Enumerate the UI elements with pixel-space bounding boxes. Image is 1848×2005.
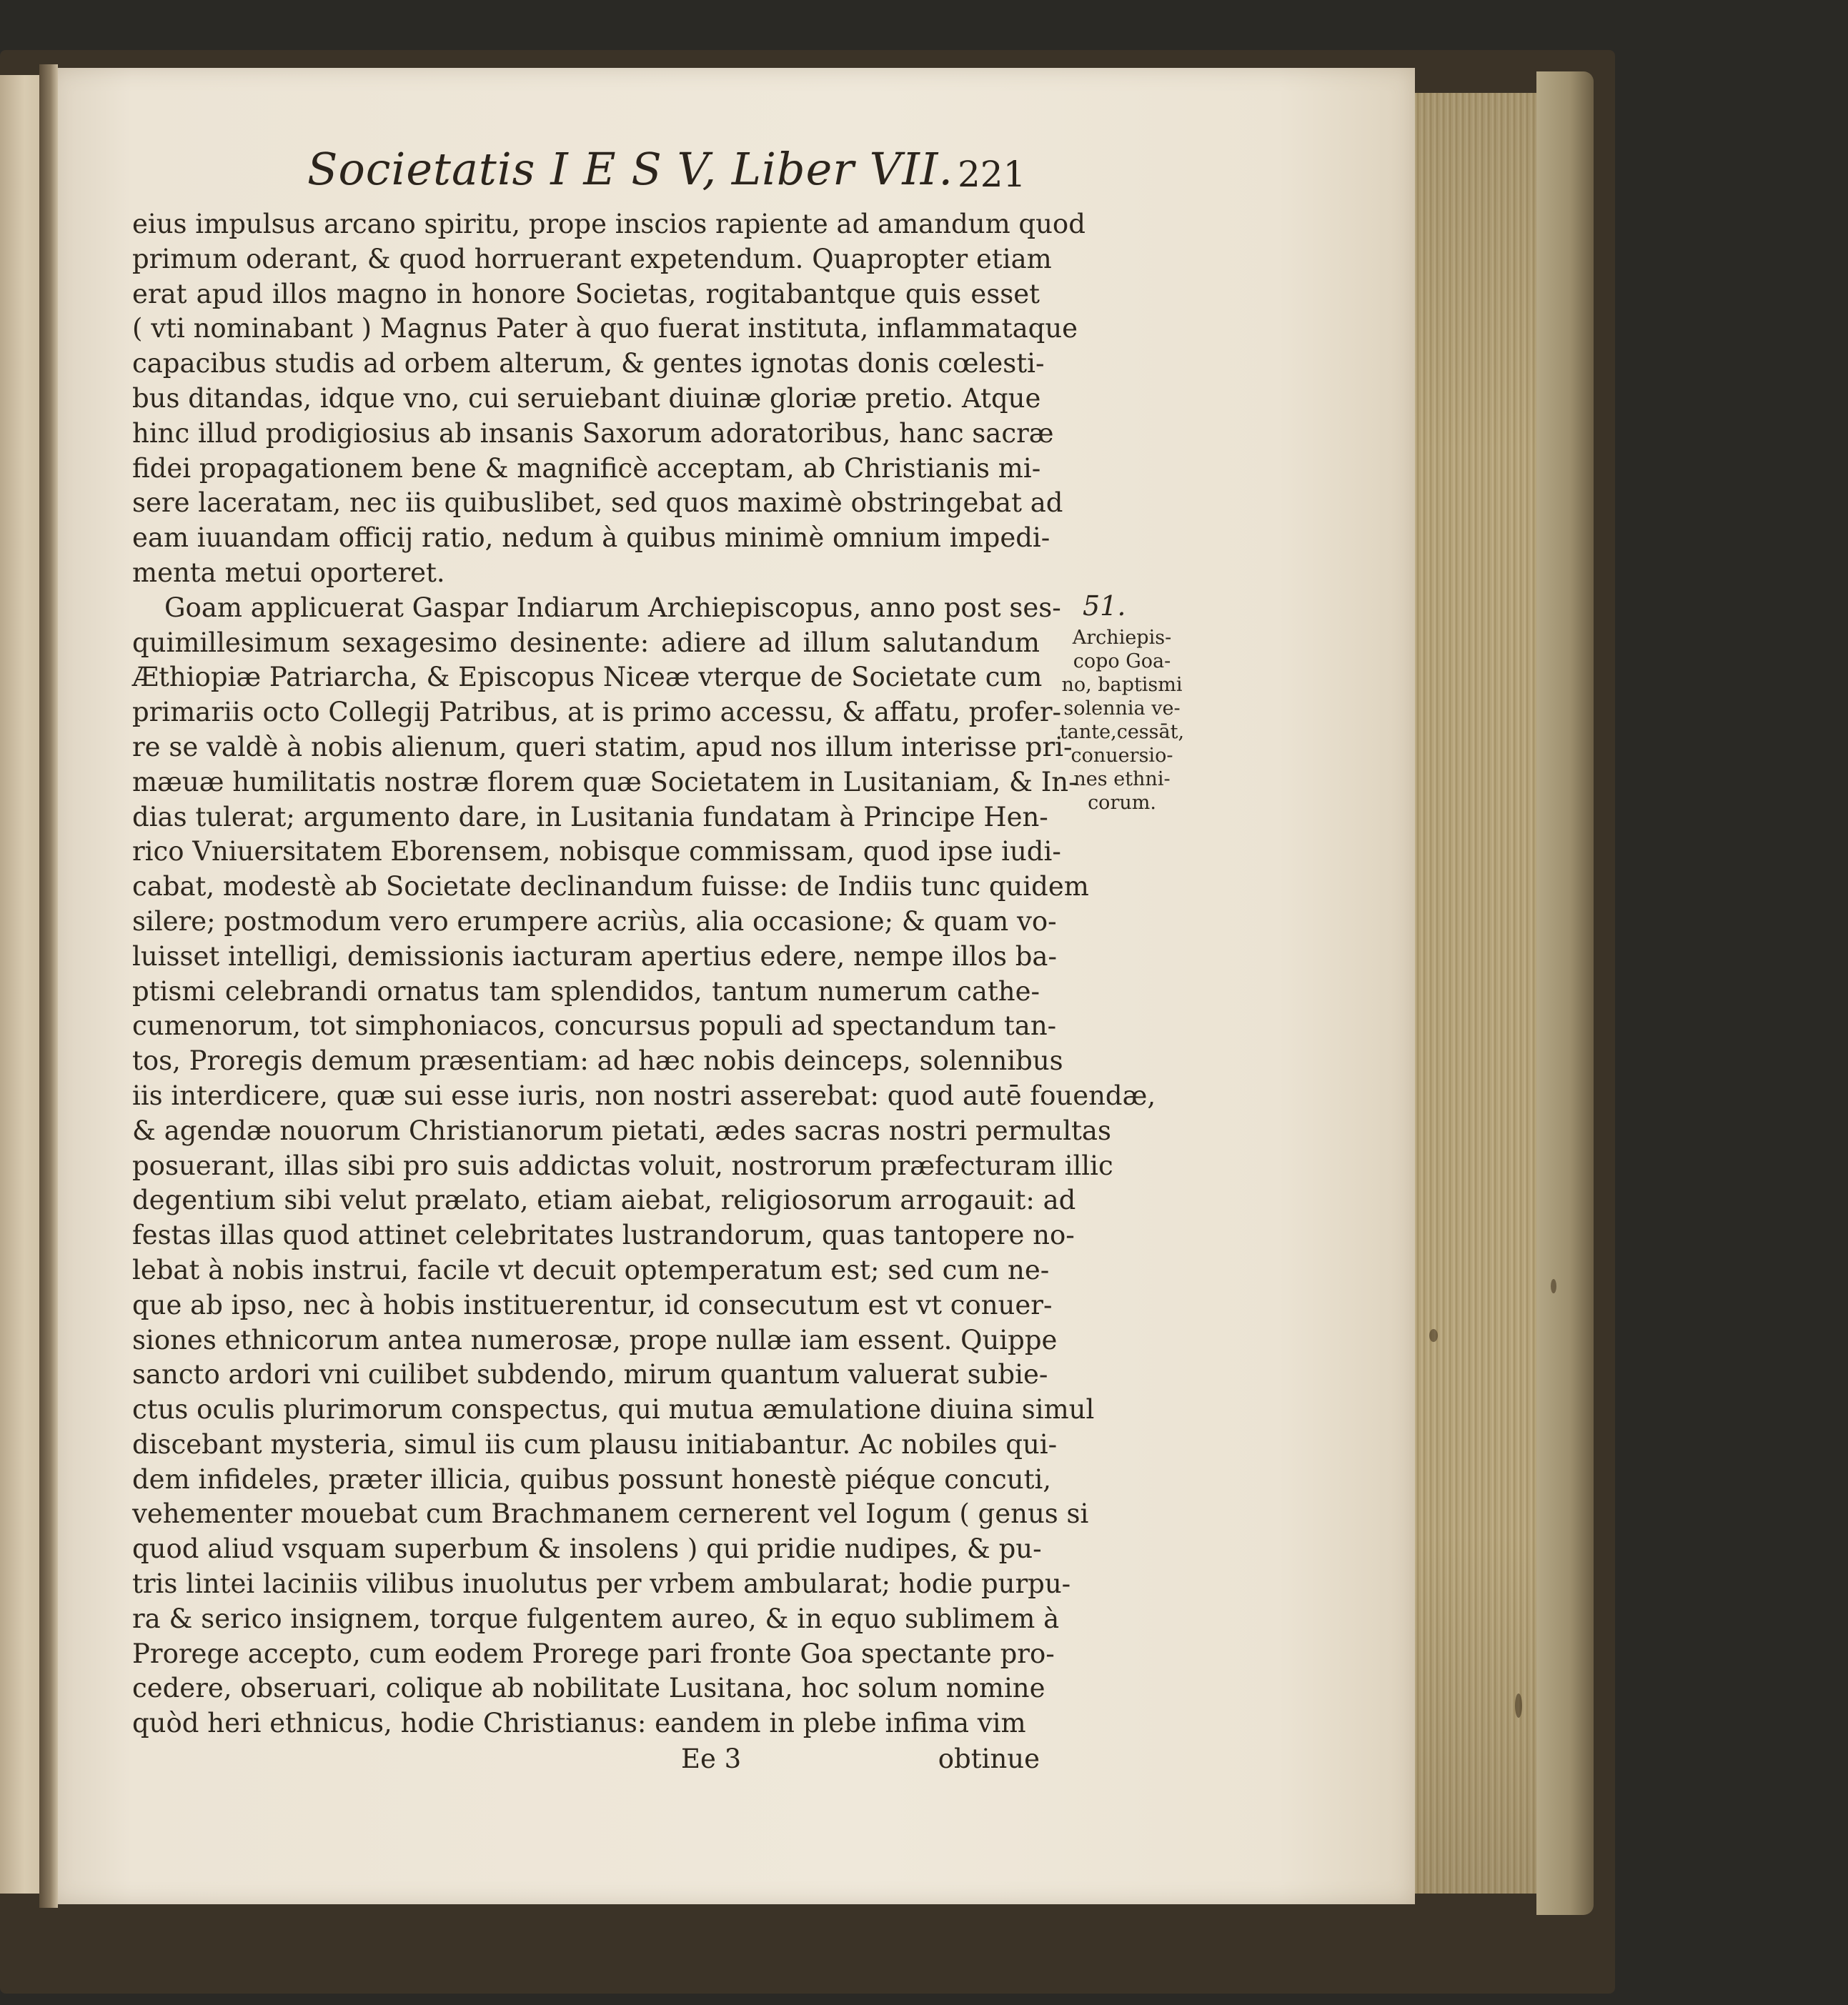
text-line: cedere, obseruari, colique ab nobilitate Lusitana, hoc solum nomine — [132, 1673, 1045, 1704]
text-line: ( vti nominabant ) Magnus Pater à quo fuerat instituta, inflammataque — [132, 313, 1078, 344]
page-block-shade — [1401, 93, 1536, 1894]
text-line: ctus oculis plurimorum conspectus, qui mutua æmulatione diuina simul — [132, 1394, 1095, 1426]
gutter — [39, 64, 58, 1908]
running-title: Societatis I E S V, Liber VII. — [307, 143, 954, 195]
text-line: menta metui oporteret. — [132, 557, 445, 588]
text-line: Prorege accepto, cum eodem Prorege pari fronte Goa spectante pro- — [132, 1638, 1055, 1669]
text-line: eam iuuandam officij ratio, nedum à quibus minimè omnium impedi- — [132, 522, 1050, 554]
text-line: capacibus studis ad orbem alterum, & gentes ignotas donis cœlesti- — [132, 348, 1045, 379]
page-number: 221 — [958, 154, 1026, 195]
text-line: mæuæ humilitatis nostræ florem quæ Societatem in Lusitaniam, & In- — [132, 766, 1078, 797]
text-line: Goam applicuerat Gaspar Indiarum Archiepiscopus, anno post ses- — [164, 592, 1061, 623]
ink-spot — [1551, 1279, 1556, 1293]
text-line: & agendæ nouorum Christianorum pietati, ædes sacras nostri permultas — [132, 1115, 1111, 1146]
text-line: tris lintei laciniis vilibus inuolutus per vrbem ambularat; hodie purpu- — [132, 1568, 1071, 1600]
marginal-note — [1050, 626, 1193, 815]
marginal-note-line: nes ethni- — [1073, 768, 1171, 790]
text-line: rico Vniuersitatem Eborensem, nobisque commissam, quod ipse iudi- — [132, 836, 1061, 867]
text-line: re se valdè à nobis alienum, queri statim, apud nos illum interisse pri- — [132, 731, 1073, 762]
signature-mark: Ee 3 — [681, 1743, 742, 1774]
text-line: primum oderant, & quod horruerant expetendum. Quapropter etiam — [132, 243, 1052, 274]
marginal-note-line: corum. — [1088, 792, 1156, 814]
marginal-note-line: Archiepis- — [1072, 627, 1172, 649]
text-line: sancto ardori vni cuilibet subdendo, mirum quantum valuerat subie- — [132, 1359, 1048, 1390]
page-footer — [132, 1743, 1040, 1778]
text-line: cumenorum, tot simphoniacos, concursus populi ad spectandum tan- — [132, 1010, 1057, 1042]
text-line: cabat, modestè ab Societate declinandum fuisse: de Indiis tunc quidem — [132, 871, 1089, 902]
text-line: luisset intelligi, demissionis iacturam apertius edere, nempe illos ba- — [132, 940, 1057, 972]
text-line: posuerant, illas sibi pro suis addictas voluit, nostrorum præfecturam illic — [132, 1150, 1113, 1181]
left-page-edge — [0, 75, 44, 1894]
text-line: ptismi celebrandi ornatus tam splendidos, tantum numerum cathe- — [132, 975, 1040, 1007]
text-line: primariis octo Collegij Patribus, at is primo accessu, & affatu, profer- — [132, 697, 1062, 728]
ink-spot — [1429, 1329, 1438, 1342]
text-line: degentium sibi velut prælato, etiam aiebat, religiosorum arrogauit: ad — [132, 1185, 1076, 1216]
text-line: tos, Proregis demum præsentiam: ad hæc nobis deinceps, solennibus — [132, 1045, 1063, 1077]
text-line: quimillesimum sexagesimo desinente: adiere ad illum salutandum — [132, 627, 1040, 658]
text-line: dem infideles, præter illicia, quibus possunt honestè piéque concuti, — [132, 1463, 1052, 1495]
fore-edge-binding — [1536, 71, 1594, 1915]
text-line: Æthiopiæ Patriarcha, & Episcopus Niceæ vterque de Societate cum — [132, 662, 1043, 693]
text-line: sere laceratam, nec iis quibuslibet, sed quos maximè obstringebat ad — [132, 487, 1063, 519]
text-line: discebant mysteria, simul iis cum plausu initiabantur. Ac nobiles qui- — [132, 1428, 1058, 1460]
text-line: bus ditandas, idque vno, cui seruiebant diuinæ gloriæ pretio. Atque — [132, 382, 1041, 414]
text-line: lebat à nobis instrui, facile vt decuit optemperatum est; sed cum ne- — [132, 1254, 1050, 1285]
text-line: dias tulerat; argumento dare, in Lusitania fundatam à Principe Hen- — [132, 801, 1048, 832]
text-line: erat apud illos magno in honore Societas, rogitabantque quis esset — [132, 278, 1040, 309]
text-line: eius impulsus arcano spiritu, prope inscios rapiente ad amandum quod — [132, 209, 1086, 239]
text-line: quod aliud vsquam superbum & insolens ) qui pridie nudipes, & pu- — [132, 1533, 1042, 1565]
text-line: quòd heri ethnicus, hodie Christianus: eandem in plebe infima vim — [132, 1708, 1026, 1739]
ink-spot — [1515, 1693, 1522, 1718]
marginal-note-line: solennia ve- — [1063, 697, 1181, 720]
text-line: iis interdicere, quæ sui esse iuris, non nostri asserebat: quod autē fouendæ, — [132, 1080, 1156, 1111]
marginal-note-line: tante,cessāt, — [1059, 721, 1185, 743]
marginal-note-line: no, baptismi — [1061, 674, 1183, 696]
text-line: vehementer mouebat cum Brachmanem cernerent vel Iogum ( genus si — [132, 1498, 1089, 1530]
text-line: siones ethnicorum antea numerosæ, prope nullæ iam essent. Quippe — [132, 1324, 1058, 1355]
text-line: ra & serico insignem, torque fulgentem aureo, & in equo sublimem à — [132, 1603, 1060, 1634]
marginal-note-line: conuersio- — [1070, 745, 1173, 767]
marginal-section-number: 51. — [1083, 590, 1126, 622]
text-line: silere; postmodum vero erumpere acriùs, alia occasione; & quam vo- — [132, 905, 1057, 937]
text-line: hinc illud prodigiosius ab insanis Saxorum adoratoribus, hanc sacræ — [132, 417, 1054, 449]
text-line: festas illas quod attinet celebritates lustrandorum, quas tantopere no- — [132, 1220, 1075, 1251]
text-line: que ab ipso, nec à hobis instituerentur, id consecutum est vt conuer- — [132, 1289, 1053, 1320]
text-line: fidei propagationem bene & magnificè acceptam, ab Christianis mi- — [132, 452, 1041, 484]
marginal-note-line: copo Goa- — [1073, 650, 1171, 672]
catchword: obtinue — [938, 1743, 1040, 1774]
